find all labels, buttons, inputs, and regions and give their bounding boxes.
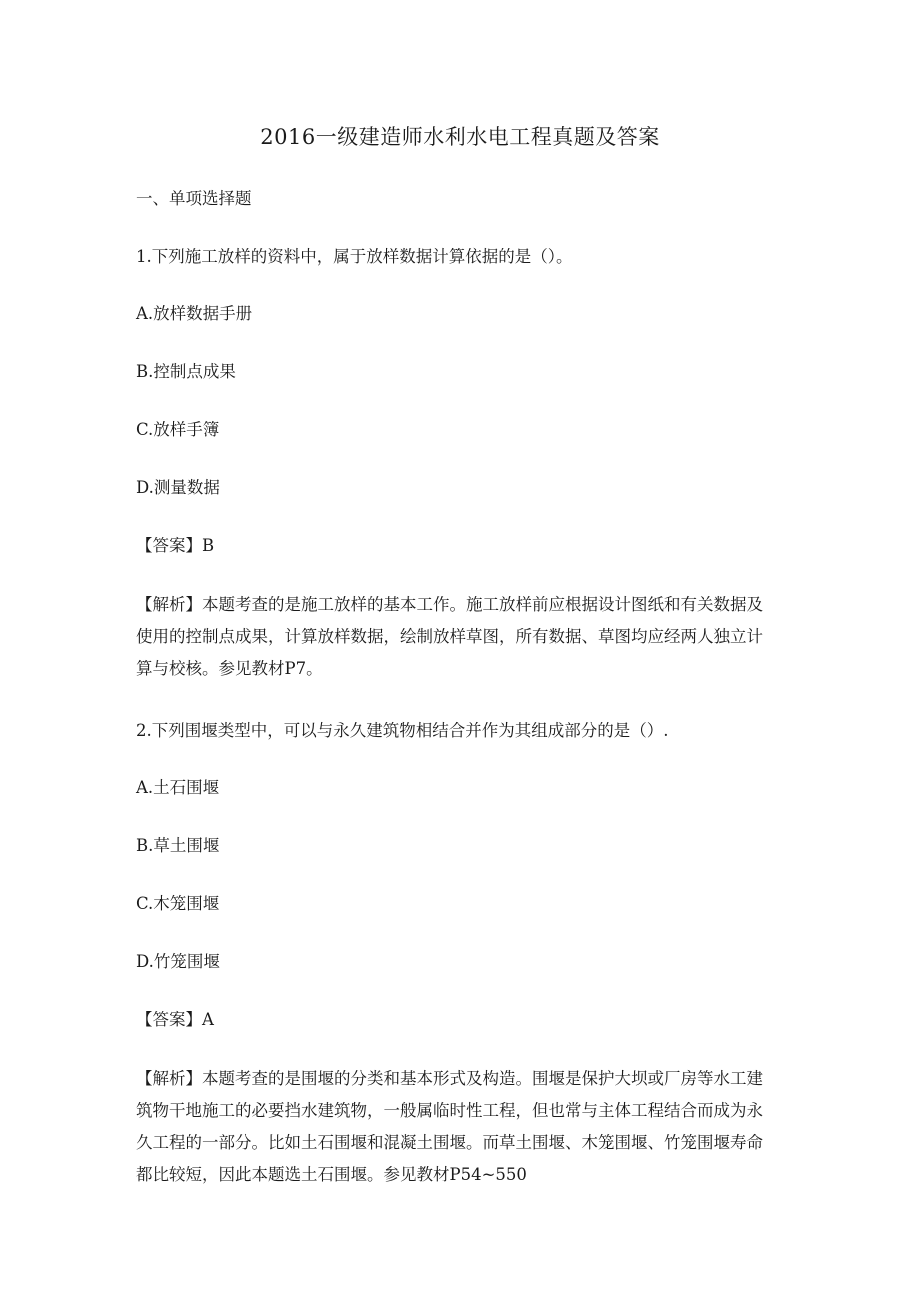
document-title: 2016一级建造师水利水电工程真题及答案 [260, 125, 660, 149]
question-1-analysis [136, 589, 786, 685]
question-2-analysis-line: 筑物干地施工的必要挡水建筑物，一般属临时性工程，但也常与主体工程结合而成为永 [136, 1101, 763, 1120]
question-2-option-a: A.土石围堰 [136, 778, 220, 797]
question-2-stem: 2.下列围堰类型中，可以与永久建筑物相结合并作为其组成部分的是（）. [136, 721, 669, 740]
question-1-analysis-line: 【解析】本题考查的是施工放样的基本工作。施工放样前应根据设计图纸和有关数据及 [136, 595, 763, 614]
question-1-option-c: C.放样手簿 [136, 420, 220, 439]
question-2-option-d: D.竹笼围堰 [136, 952, 220, 971]
question-1-option-a: A.放样数据手册 [136, 304, 253, 323]
question-2-analysis-line: 都比较短，因此本题选土石围堰。参见教材P54~550 [136, 1165, 527, 1184]
question-1-option-b: B.控制点成果 [136, 362, 236, 381]
question-2-option-b: B.草土围堰 [136, 836, 220, 855]
question-2-option-c: C.木笼围堰 [136, 894, 220, 913]
question-1-option-d: D.测量数据 [136, 478, 220, 497]
question-1-analysis-line: 使用的控制点成果，计算放样数据，绘制放样草图，所有数据、草图均应经两人独立计 [136, 627, 763, 646]
question-2-analysis-line: 久工程的一部分。比如土石围堰和混凝土围堰。而草土围堰、木笼围堰、竹笼围堰寿命 [136, 1133, 763, 1152]
question-1-analysis-line: 算与校核。参见教材P7。 [136, 659, 323, 678]
question-2-answer: 【答案】A [136, 1010, 214, 1029]
question-2-analysis [136, 1063, 786, 1191]
question-2-analysis-line: 【解析】本题考查的是围堰的分类和基本形式及构造。围堰是保护大坝或厂房等水工建 [136, 1069, 763, 1088]
section-heading: 一、单项选择题 [136, 189, 252, 208]
question-1-stem: 1.下列施工放样的资料中，属于放样数据计算依据的是（）。 [136, 247, 573, 266]
question-1-answer: 【答案】B [136, 536, 215, 555]
